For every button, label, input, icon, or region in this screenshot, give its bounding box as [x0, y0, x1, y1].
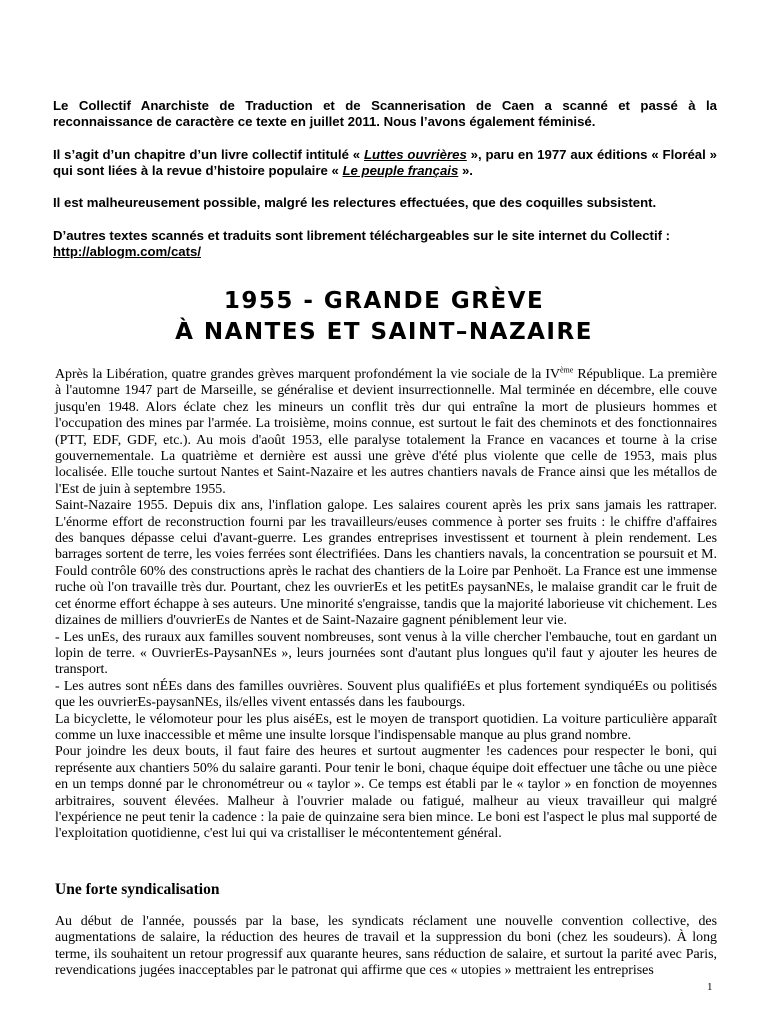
- article-body: [55, 367, 717, 843]
- intro-source-text-2: », paru en 1977 aux éditions « Floréal » qui sont liées à la revue d’histoire populaire «: [53, 147, 717, 178]
- paragraph-saint-nazaire-1955: Saint-Nazaire 1955. Depuis dix ans, l'inflation galope. Les salaires courent après les prix sans jamais les rattraper. L'énorme effort de reconstruction fourni par les travailleurs/euses commence à porter ses fruits : le chiffre d'affaires des banques dépasse celui d'avant-guerre. Les grandes entreprises investissent et tournent à plein rendement. Les barrages sortent de terre, les voies ferrées sont électrifiées. Dans les chantiers navals, la concentration se poursuit et M. Fould contrôle 60% des constructions après le rachat des chantiers de la Loire par Penhoët. La France est une immense ruche où l'on travaille très dur. Pourtant, chez les ouvrierEs et les petitEs paysanNEs, le malaise grandit car le fruit de cet énorme effort échappe à ses auteurs. Une minorité s'engraisse, tandis que la majorité laborieuse vit chichement. Les dizaines de milliers d'ouvrierEs de Nantes et de Saint-Nazaire gagnent péniblement leur vie.: [55, 498, 717, 629]
- intro-source-text-3: ».: [458, 163, 473, 178]
- paragraph-union-demands: Au début de l'année, poussés par la base, les syndicats réclament une nouvelle convention collective, des augmentations de salaire, la réduction des heures de travail et la suppression du boni (chez les soudeurs). À long terme, ils souhaitent un retour progressif aux quarante heures, sans réduction de salaire, et surtout la parité avec Paris, revendications jugées inacceptables par le patronat qui affirme que ces « utopies » mettraient les entreprises: [55, 914, 717, 979]
- paragraph-intro-strikes: [55, 367, 717, 498]
- title-line-2: À NANTES ET SAINT–NAZAIRE: [175, 319, 593, 345]
- section-heading: Une forte syndicalisation: [55, 881, 220, 898]
- section-body: [55, 914, 717, 980]
- intro-source-note: [53, 147, 717, 179]
- paragraph-worker-peasants: - Les unEs, des ruraux aux familles souvent nombreuses, sont venus à la ville chercher l'embauche, tout en gardant un lopin de terre. « OuvrierEs-PaysanNEs », leurs journées sont d'autant plus longues qu'il faut y ajouter les heures de transport.: [55, 629, 717, 678]
- intro-download-note: [53, 228, 717, 260]
- paragraph-transport: La bicyclette, le vélomoteur pour les plus aiséEs, est le moyen de transport quotidien. La voiture particulière apparaît comme un luxe inaccessible et même une insulte lorsque l'indispensable manque au plus grand nombre.: [55, 711, 717, 743]
- page-number: 1: [707, 981, 713, 993]
- revue-title: Le peuple français: [342, 163, 459, 178]
- paragraph-working-class-families: - Les autres sont nÉEs dans des familles ouvrières. Souvent plus qualifiéEs et plus fortement syndiquéEs ou politisés que les ouvrierEs-paysanNEs, ils/elles vivent entassés dans les faubourgs.: [55, 678, 717, 711]
- paragraph-intro-strikes-part-2: République. La première à l'automne 1947 part de Marseille, se généralise et devient insurrectionnelle. Mal terminée en décembre, elle couve jusqu'en 1948. Alors éclate chez les mineurs un conflit très dur qui entraîne la mort de plusieurs hommes et l'occupation des mines par l'armée. La troisième, moins connue, est surtout le fait des cheminots et des fonctionnaires (PTT, EDF, GDF, etc.). Au mois d'août 1953, elle paralyse totalement la France en vacances et tourne à la crise gouvernementale. La quatrième et dernière est aussi une grève d'été plus violente que celle de 1953, mais plus localisée. Elle touche surtout Nantes et Saint-Nazaire et les autres chantiers navals de France ainsi que les métallos de l'Est de juin à septembre 1955.: [55, 367, 717, 497]
- intro-download-text: D’autres textes scannés et traduits sont librement téléchargeables sur le site internet du Collectif :: [53, 228, 671, 243]
- intro-scan-note: Le Collectif Anarchiste de Traduction et de Scannerisation de Caen a scanné et passé à la reconnaissance de caractère ce texte en juillet 2011. Nous l’avons également féminisé.: [53, 98, 717, 129]
- paragraph-boni: Pour joindre les deux bouts, il faut faire des heures et surtout augmenter !es cadences pour respecter le boni, qui représente aux chantiers 50% du salaire garanti. Pour tenir le boni, chaque équipe doit effectuer une tâche ou une pièce en un temps donné par le chronométreur ou « taylor ». Ce temps est établi par le « taylor » en fonction de moyennes arbitraires, souvent élevées. Malheur à l'ouvrier malade ou fatigué, malheur au vieux travailleur qui malgré l'expérience ne peut tenir la cadence : la paie de quinzaine sera bien mince. Le boni est l'aspect le plus mal supporté de l'exploitation quotidienne, c'est lui qui va cristalliser le mécontentement général.: [55, 744, 717, 842]
- title-line-1: 1955 - GRANDE GRÈVE: [223, 288, 545, 314]
- book-title: Luttes ouvrières: [363, 147, 467, 162]
- intro-typo-note: Il est malheureusement possible, malgré les relectures effectuées, que des coquilles subsistent.: [53, 195, 657, 210]
- intro-source-text-1: Il s’agit d’un chapitre d’un livre collectif intitulé «: [53, 147, 364, 162]
- paragraph-intro-strikes-part-1: Après la Libération, quatre grandes grèves marquent profondément la vie sociale de la IV: [55, 367, 560, 382]
- ordinal-superscript: ème: [560, 365, 574, 375]
- collective-website-link[interactable]: http://ablogm.com/cats/: [53, 244, 202, 259]
